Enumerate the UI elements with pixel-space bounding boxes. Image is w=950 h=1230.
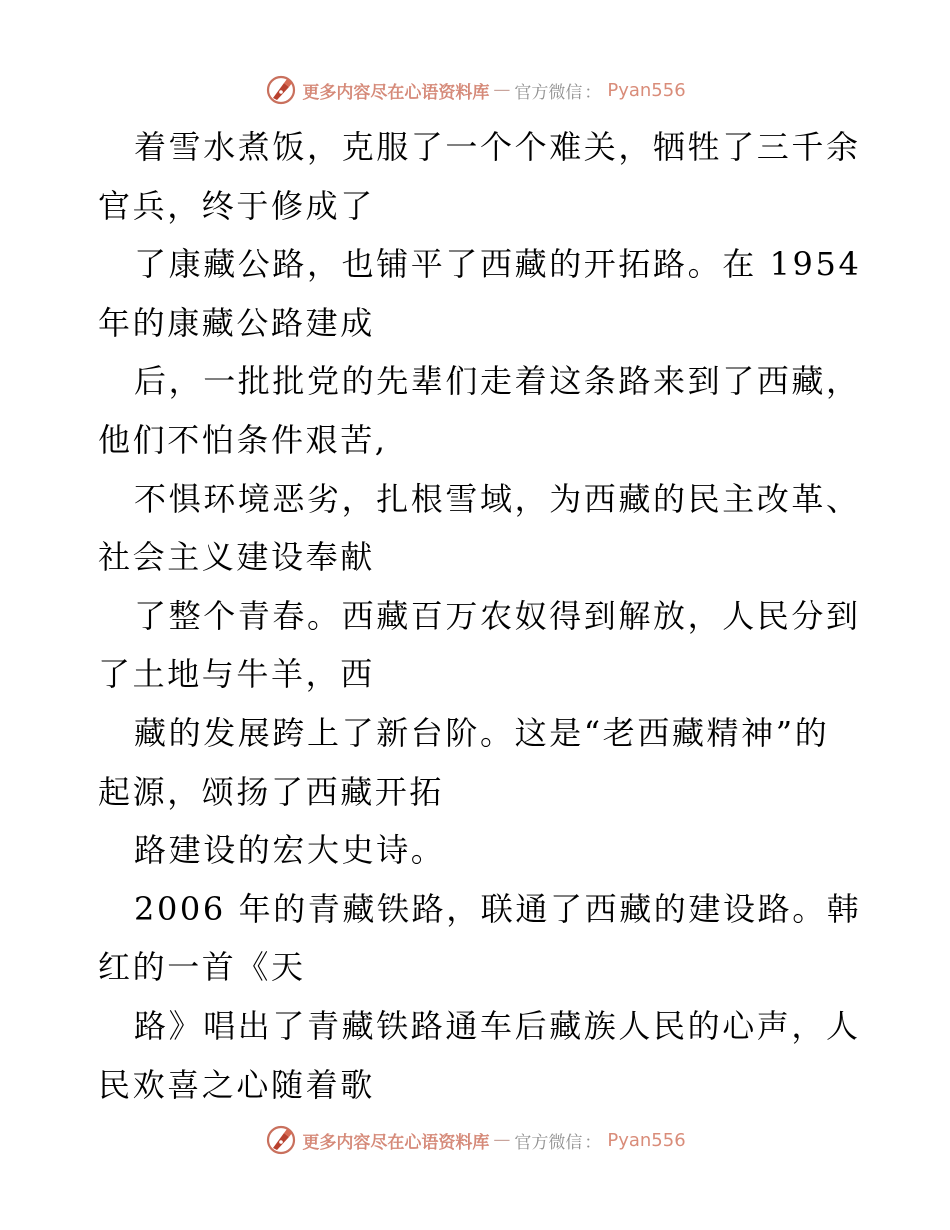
text-line: 官兵，终于修成了 <box>98 186 375 225</box>
text-line: 年的康藏公路建成 <box>98 303 375 342</box>
document-body <box>98 118 862 1114</box>
watermark-separator: ： <box>584 82 602 103</box>
text-line: 社会主义建设奉献 <box>98 538 375 577</box>
text-line: 民欢喜之心随着歌 <box>98 1065 375 1104</box>
text-line: 了康藏公路，也铺平了西藏的开拓路。在 1954 <box>134 245 862 284</box>
text-line: 起源，颂扬了西藏开拓 <box>98 772 445 811</box>
text-line: 藏的发展跨上了新台阶。这是“老西藏精神”的 <box>134 713 830 752</box>
text-line: 2006 年的青藏铁路，联通了西藏的建设路。韩 <box>134 889 862 928</box>
watermark-dash: — <box>493 80 511 100</box>
text-line: 了土地与牛羊，西 <box>98 655 375 694</box>
watermark-dash: — <box>493 1130 511 1150</box>
pen-nib-circle-icon <box>264 73 298 107</box>
footer-watermark <box>0 1122 950 1158</box>
watermark-wechat-id: Pyan556 <box>607 79 686 101</box>
text-line: 他们不怕条件艰苦, <box>98 420 388 459</box>
text-line: 红的一首《天 <box>98 948 306 987</box>
pen-nib-circle-icon <box>264 1123 298 1157</box>
watermark-sub-text: 官方微信 <box>514 82 583 103</box>
watermark-separator: ： <box>584 1132 602 1153</box>
watermark-main-text: 更多内容尽在心语资料库 <box>302 82 490 103</box>
text-line: 不惧环境恶劣，扎根雪域，为西藏的民主改革、 <box>134 479 861 518</box>
text-line: 了整个青春。西藏百万农奴得到解放，人民分到 <box>134 596 861 635</box>
text-line: 路建设的宏大史诗。 <box>134 831 446 870</box>
watermark-sub-text: 官方微信 <box>514 1132 583 1153</box>
text-line: 路》唱出了青藏铁路通车后藏族人民的心声，人 <box>134 1006 861 1045</box>
header-watermark <box>0 72 950 108</box>
watermark-main-text: 更多内容尽在心语资料库 <box>302 1132 490 1153</box>
text-line: 后，一批批党的先辈们走着这条路来到了西藏， <box>134 362 861 401</box>
text-line: 着雪水煮饭，克服了一个个难关，牺牲了三千余 <box>134 128 861 166</box>
watermark-wechat-id: Pyan556 <box>607 1129 686 1151</box>
